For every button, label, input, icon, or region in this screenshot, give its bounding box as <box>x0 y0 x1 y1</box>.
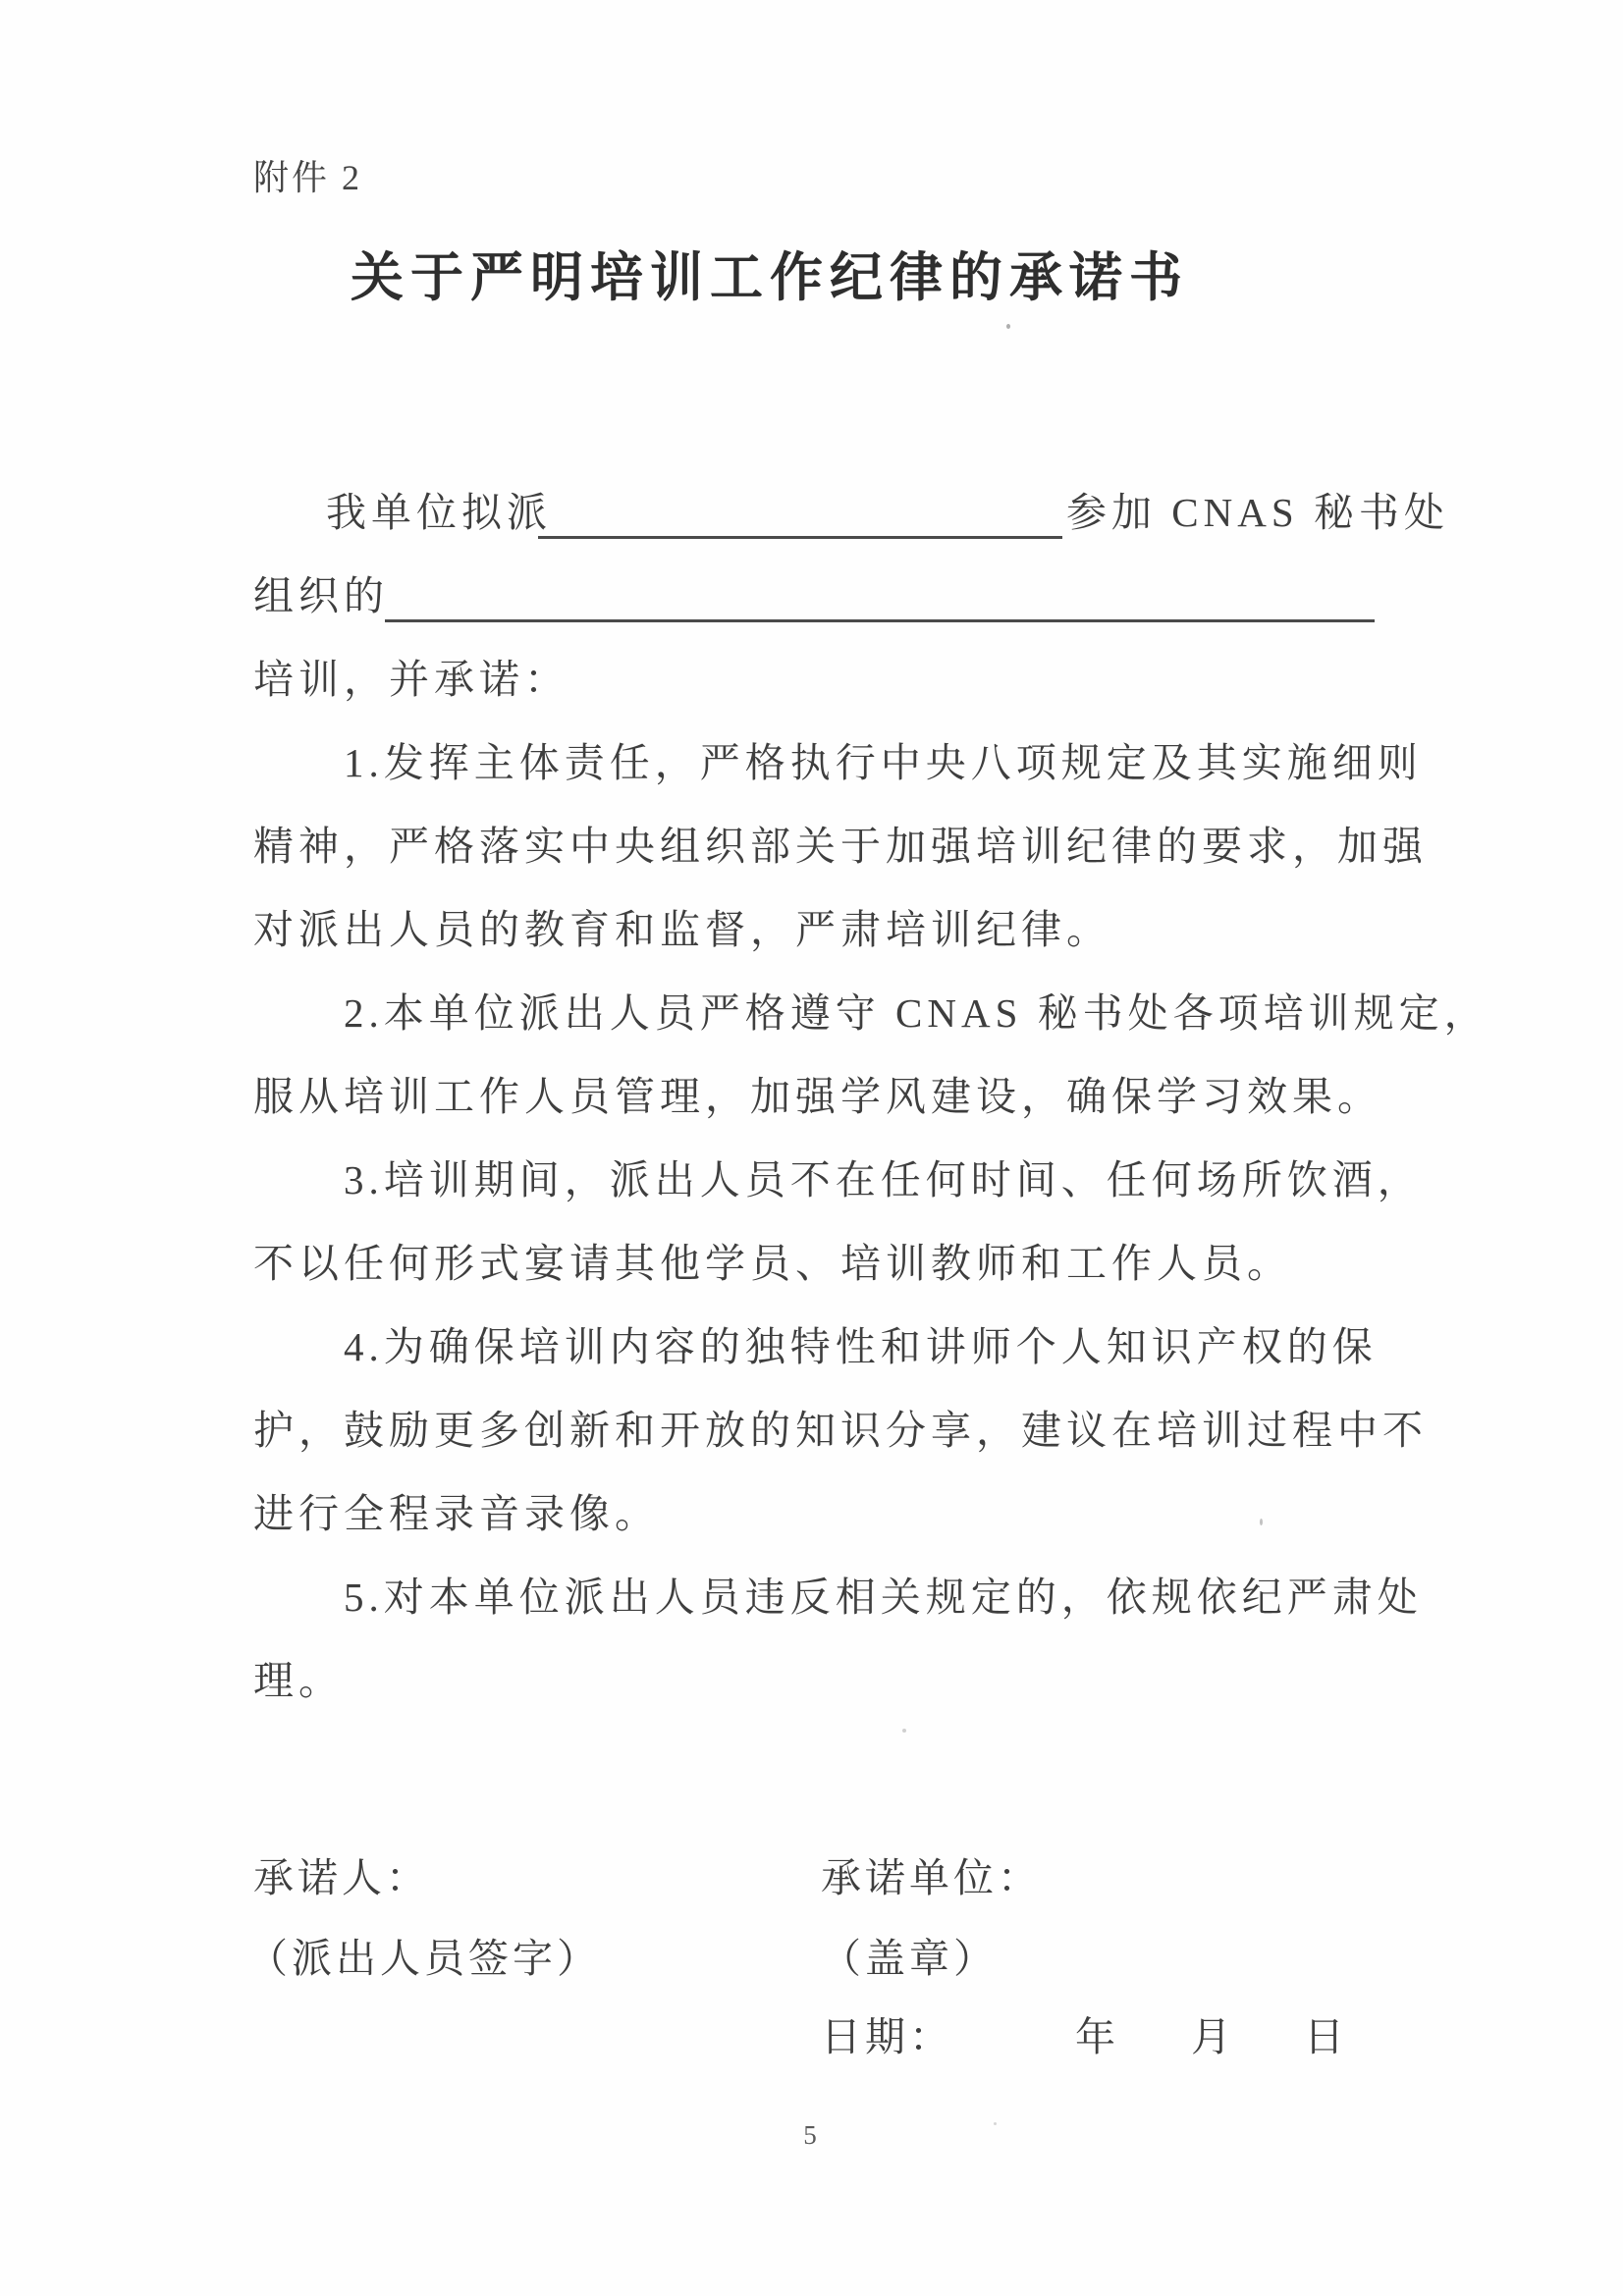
clause-4-line-3: 进行全程录音录像。 <box>253 1491 660 1536</box>
sender-prefix-text: 我单位拟派 <box>326 490 552 535</box>
organizer-blank-line <box>385 619 1375 622</box>
training-commitment-line: 培训，并承诺： <box>253 657 569 702</box>
scan-speck <box>902 1729 906 1733</box>
clause-4-line-1: 4.为确保培训内容的独特性和讲师个人知识产权的保 <box>344 1324 1378 1369</box>
clause-1-line-1: 1.发挥主体责任，严格执行中央八项规定及其实施细则 <box>344 740 1423 785</box>
sender-blank-line <box>538 536 1062 539</box>
unit-note: （盖章） <box>821 1936 998 1981</box>
date-label: 日期： <box>821 2014 953 2059</box>
sender-suffix-text: 参加 CNAS 秘书处 <box>1066 490 1449 535</box>
scan-speck <box>994 2122 997 2125</box>
clause-5-line-2: 理。 <box>253 1658 344 1703</box>
clause-1-line-3: 对派出人员的教育和监督，严肃培训纪律。 <box>253 907 1111 952</box>
document-title: 关于严明培训工作纪律的承诺书 <box>351 248 1189 307</box>
clause-3-line-1: 3.培训期间，派出人员不在任何时间、任何场所饮酒， <box>344 1157 1423 1202</box>
organizer-prefix-text: 组织的 <box>253 573 389 618</box>
promisor-note: （派出人员签字） <box>247 1936 601 1981</box>
clause-2-line-2: 服从培训工作人员管理，加强学风建设，确保学习效果。 <box>253 1074 1382 1119</box>
scan-speck <box>1260 1519 1263 1525</box>
attachment-label: 附件 2 <box>253 158 363 197</box>
promisor-label: 承诺人： <box>253 1855 430 1900</box>
date-month-label: 月 <box>1191 2014 1235 2059</box>
clause-4-line-2: 护，鼓励更多创新和开放的知识分享，建议在培训过程中不 <box>253 1408 1428 1453</box>
clause-1-line-2: 精神，严格落实中央组织部关于加强培训纪律的要求，加强 <box>253 824 1428 869</box>
clause-3-line-2: 不以任何形式宴请其他学员、培训教师和工作人员。 <box>253 1241 1292 1286</box>
clause-2-line-1: 2.本单位派出人员严格遵守 CNAS 秘书处各项培训规定， <box>344 990 1489 1036</box>
unit-label: 承诺单位： <box>821 1855 1042 1900</box>
date-year-label: 年 <box>1075 2014 1119 2059</box>
page-number: 5 <box>803 2120 817 2150</box>
clause-5-line-1: 5.对本单位派出人员违反相关规定的，依规依纪严肃处 <box>344 1575 1423 1620</box>
date-day-label: 日 <box>1304 2014 1348 2059</box>
scan-speck <box>1006 324 1010 329</box>
